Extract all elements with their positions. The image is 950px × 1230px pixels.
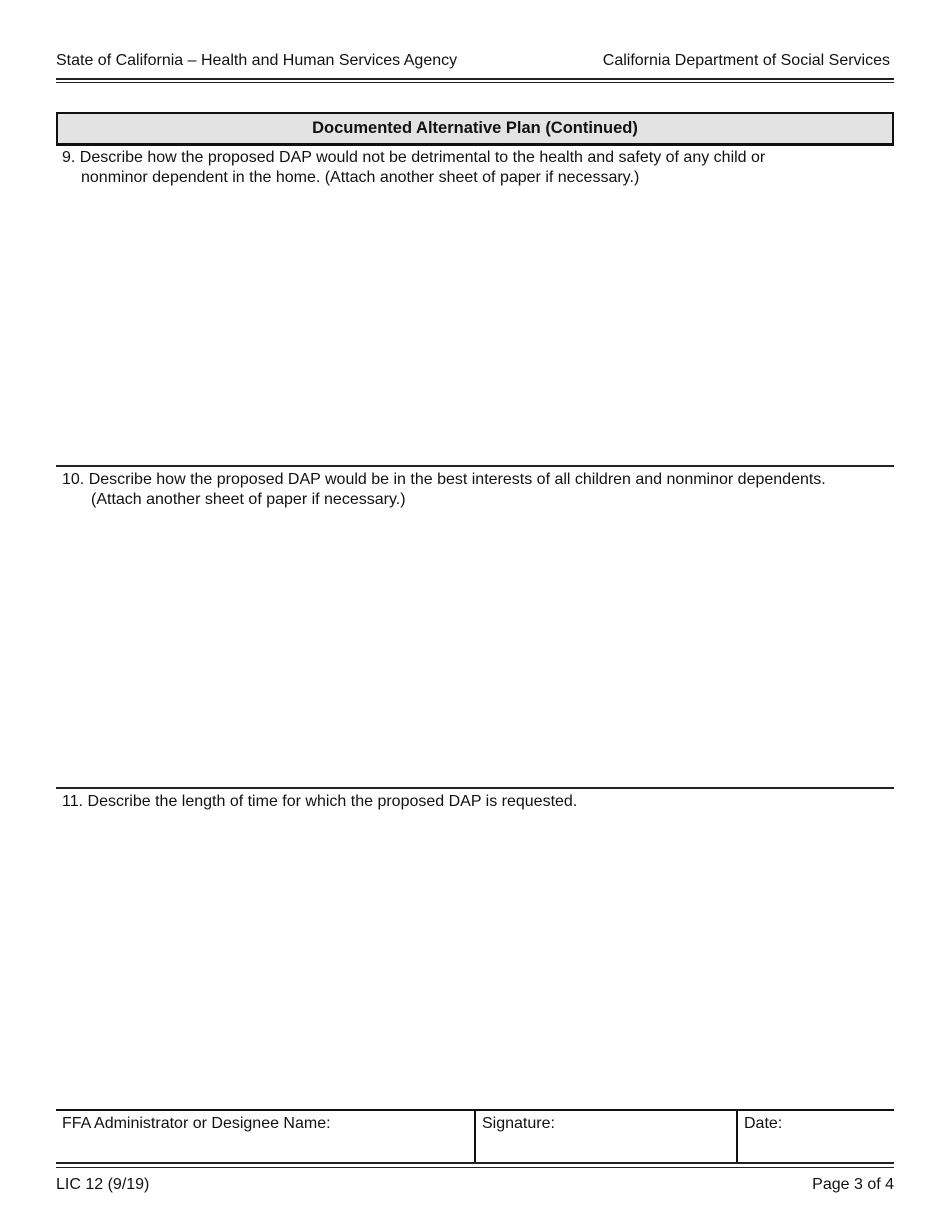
question-9-text-line1: Describe how the proposed DAP would not be detrimental to the health and safety of any child or <box>79 149 766 166</box>
question-10 <box>62 470 826 510</box>
administrator-name-field[interactable] <box>56 1111 474 1164</box>
header-agency: State of California – Health and Human Services Agency <box>56 52 458 69</box>
date-field[interactable] <box>736 1111 894 1164</box>
divider-q11 <box>56 787 894 789</box>
header-rule-bottom <box>56 82 894 83</box>
answer-area-11[interactable] <box>56 814 894 1104</box>
question-10-text-line2: (Attach another sheet of paper if necessary.) <box>91 491 406 508</box>
signature-table <box>56 1109 894 1164</box>
question-9-number: 9. <box>62 149 76 166</box>
form-id: LIC 12 (9/19) <box>56 1176 150 1193</box>
section-title: Documented Alternative Plan (Continued) <box>56 112 894 146</box>
signature-field[interactable] <box>474 1111 736 1164</box>
question-10-number: 10. <box>62 471 85 488</box>
footer-rule-bottom <box>56 1167 894 1168</box>
footer-rule-top <box>56 1162 894 1164</box>
divider-q10 <box>56 465 894 467</box>
question-11 <box>62 792 577 812</box>
date-label: Date: <box>744 1115 783 1132</box>
answer-area-9[interactable] <box>56 190 894 464</box>
header-department: California Department of Social Services <box>602 52 890 69</box>
question-9-text-line2: nonminor dependent in the home. (Attach another sheet of paper if necessary.) <box>81 169 640 186</box>
page-number: Page 3 of 4 <box>812 1176 894 1193</box>
signature-label: Signature: <box>482 1115 555 1132</box>
question-11-text-line1: Describe the length of time for which the proposed DAP is requested. <box>87 793 578 810</box>
question-9 <box>62 148 765 188</box>
administrator-name-label: FFA Administrator or Designee Name: <box>62 1115 331 1132</box>
question-11-number: 11. <box>62 793 84 810</box>
answer-area-10[interactable] <box>56 512 894 786</box>
question-10-text-line1: Describe how the proposed DAP would be in the best interests of all children and nonminor dependents. <box>88 471 826 488</box>
header-rule-top <box>56 78 894 80</box>
